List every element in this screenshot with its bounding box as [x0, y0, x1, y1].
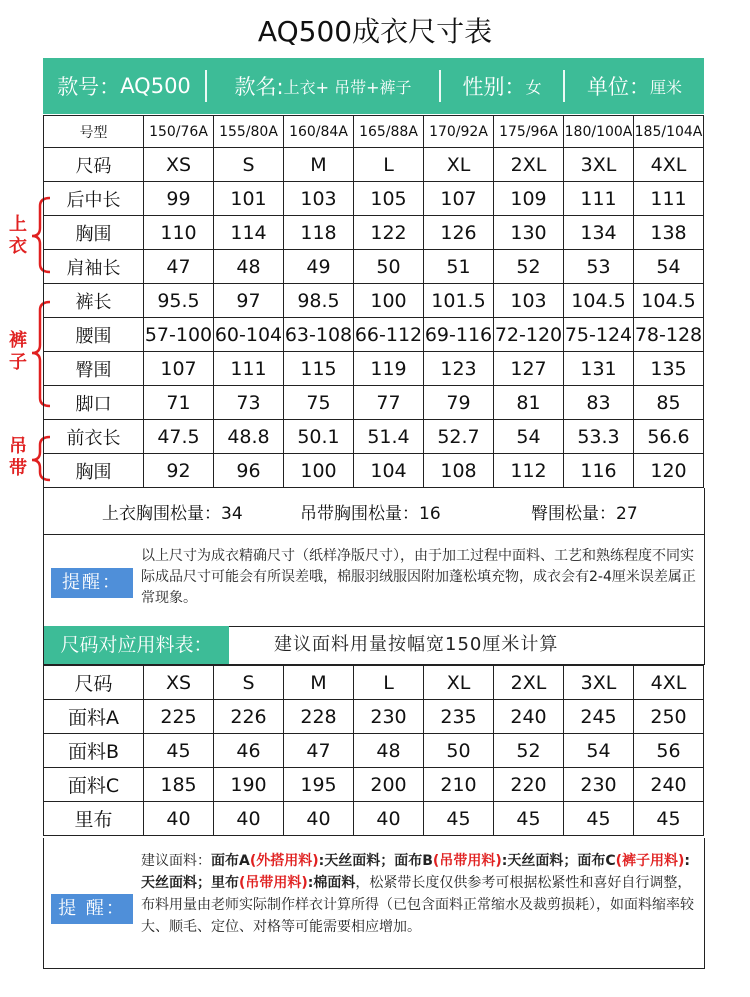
- unit-value: 厘米: [649, 77, 682, 97]
- table-row: [44, 284, 704, 318]
- table-cell: 3XL: [564, 148, 634, 182]
- table-cell: 45: [424, 802, 494, 836]
- text-part: ，松紧带长度仅供参考可根据松紧性和喜好自行调整，布料用量由老师实际制作样衣计算所得（已包含面料正常缩水及裁剪损耗），如面料缩率较大、顺毛、定位、对格等可能需要相应增加。: [141, 875, 694, 935]
- table-cell: 47.5: [144, 420, 214, 454]
- info-bar: [43, 58, 704, 114]
- text-part: :天丝面料；里布: [141, 853, 690, 891]
- table-cell: L: [354, 666, 424, 700]
- table-cell: 81: [494, 386, 564, 420]
- table-cell: 92: [144, 454, 214, 488]
- text-part: :棉面料: [307, 875, 356, 891]
- table-cell: 75: [284, 386, 354, 420]
- table-cell: L: [354, 148, 424, 182]
- style-name: [207, 71, 439, 101]
- table-cell: 77: [354, 386, 424, 420]
- row-label: 腰围: [44, 318, 144, 352]
- table-cell: 235: [424, 700, 494, 734]
- table-cell: 2XL: [494, 148, 564, 182]
- text-part: (吊带用料): [432, 853, 502, 869]
- table-cell: 45: [144, 734, 214, 768]
- table-cell: 85: [634, 386, 704, 420]
- table-cell: 54: [634, 250, 704, 284]
- row-label: 脚口: [44, 386, 144, 420]
- table-cell: 226: [214, 700, 284, 734]
- reminder-badge: 提醒：: [51, 568, 133, 598]
- table-cell: 185/104A: [634, 116, 704, 148]
- table-cell: 45: [564, 802, 634, 836]
- row-label: 号型: [44, 116, 144, 148]
- table-cell: 107: [144, 352, 214, 386]
- divider: [563, 70, 565, 102]
- group-label-top: 上衣: [9, 214, 27, 257]
- table-cell: 100: [354, 284, 424, 318]
- table-cell: 48: [214, 250, 284, 284]
- table-cell: 185: [144, 768, 214, 802]
- table-cell: 97: [214, 284, 284, 318]
- row-label: 后中长: [44, 182, 144, 216]
- divider: [205, 70, 207, 102]
- row-label: 裤长: [44, 284, 144, 318]
- table-cell: 40: [284, 802, 354, 836]
- table-cell: 107: [424, 182, 494, 216]
- gender-value: 女: [525, 77, 542, 97]
- style-name-label: 款名:: [234, 75, 284, 99]
- table-cell: S: [214, 148, 284, 182]
- table-cell: 155/80A: [214, 116, 284, 148]
- style-number-label: 款号：: [57, 75, 121, 99]
- table-cell: 79: [424, 386, 494, 420]
- table-cell: 51: [424, 250, 494, 284]
- table-cell: 104: [354, 454, 424, 488]
- material-reminder-text: [141, 850, 701, 938]
- table-cell: 46: [214, 734, 284, 768]
- material-table: [43, 665, 704, 836]
- table-row: [44, 666, 704, 700]
- table-cell: 111: [634, 182, 704, 216]
- text-part: (外搭用料): [249, 853, 319, 869]
- style-name-value: 上衣+ 吊带+裤子: [283, 77, 412, 97]
- table-cell: XS: [144, 148, 214, 182]
- table-cell: 170/92A: [424, 116, 494, 148]
- table-cell: 134: [564, 216, 634, 250]
- table-cell: XL: [424, 666, 494, 700]
- table-cell: 135: [634, 352, 704, 386]
- table-cell: 111: [214, 352, 284, 386]
- table-row: [44, 768, 704, 802]
- row-label: 里布: [44, 802, 144, 836]
- table-cell: 200: [354, 768, 424, 802]
- table-cell: 165/88A: [354, 116, 424, 148]
- table-cell: 180/100A: [564, 116, 634, 148]
- table-cell: 83: [564, 386, 634, 420]
- table-cell: 195: [284, 768, 354, 802]
- table-cell: 95.5: [144, 284, 214, 318]
- table-cell: 138: [634, 216, 704, 250]
- gender: [441, 71, 563, 101]
- table-cell: 52: [494, 250, 564, 284]
- table-cell: 210: [424, 768, 494, 802]
- table-cell: 104.5: [634, 284, 704, 318]
- row-label: 面料A: [44, 700, 144, 734]
- gender-label: 性别：: [462, 75, 526, 99]
- style-number: [43, 71, 205, 101]
- table-cell: 2XL: [494, 666, 564, 700]
- table-cell: 240: [634, 768, 704, 802]
- table-cell: 54: [564, 734, 634, 768]
- table-cell: 160/84A: [284, 116, 354, 148]
- table-cell: 245: [564, 700, 634, 734]
- table-cell: 230: [564, 768, 634, 802]
- table-cell: 47: [284, 734, 354, 768]
- row-label: 面料B: [44, 734, 144, 768]
- table-cell: 45: [494, 802, 564, 836]
- table-cell: 40: [144, 802, 214, 836]
- table-cell: 130: [494, 216, 564, 250]
- row-label: 胸围: [44, 216, 144, 250]
- style-number-value: AQ500: [120, 74, 191, 98]
- table-cell: 96: [214, 454, 284, 488]
- material-reminder-box: [43, 838, 705, 969]
- text-part: (吊带用料): [239, 875, 308, 891]
- table-cell: 120: [634, 454, 704, 488]
- table-cell: 126: [424, 216, 494, 250]
- table-cell: 50: [424, 734, 494, 768]
- table-cell: 225: [144, 700, 214, 734]
- row-label: 前衣长: [44, 420, 144, 454]
- row-label: 肩袖长: [44, 250, 144, 284]
- table-cell: 49: [284, 250, 354, 284]
- table-row: [44, 216, 704, 250]
- table-cell: 48.8: [214, 420, 284, 454]
- text-part: (裤子用料): [615, 853, 685, 869]
- text-part: :天丝面料；面布B: [318, 853, 433, 869]
- table-cell: M: [284, 148, 354, 182]
- table-row: [44, 250, 704, 284]
- table-row: [44, 700, 704, 734]
- table-cell: 50.1: [284, 420, 354, 454]
- table-cell: 103: [494, 284, 564, 318]
- table-row: [44, 386, 704, 420]
- table-cell: 52.7: [424, 420, 494, 454]
- text-part: 建议面料：: [141, 853, 211, 869]
- table-cell: 240: [494, 700, 564, 734]
- material-reminder-badge: 提 醒：: [51, 894, 133, 924]
- table-cell: 100: [284, 454, 354, 488]
- table-row: [44, 802, 704, 836]
- table-cell: 115: [284, 352, 354, 386]
- table-row: [44, 420, 704, 454]
- ease-row: [43, 488, 705, 535]
- table-cell: 71: [144, 386, 214, 420]
- row-label: 面料C: [44, 768, 144, 802]
- table-cell: 175/96A: [494, 116, 564, 148]
- group-label-pants: 裤子: [9, 330, 27, 373]
- table-cell: S: [214, 666, 284, 700]
- table-cell: 250: [634, 700, 704, 734]
- row-label: 尺码: [44, 666, 144, 700]
- table-cell: 53: [564, 250, 634, 284]
- table-cell: 48: [354, 734, 424, 768]
- table-cell: 104.5: [564, 284, 634, 318]
- size-chart-table: [43, 115, 704, 488]
- table-row: [44, 116, 704, 148]
- table-cell: 78-128: [634, 318, 704, 352]
- table-cell: 131: [564, 352, 634, 386]
- table-cell: 112: [494, 454, 564, 488]
- table-cell: 105: [354, 182, 424, 216]
- table-cell: 69-116: [424, 318, 494, 352]
- table-cell: 73: [214, 386, 284, 420]
- row-label: 胸围: [44, 454, 144, 488]
- ease-cami: 吊带胸围松量：16: [300, 503, 441, 524]
- table-cell: 127: [494, 352, 564, 386]
- row-label: 尺码: [44, 148, 144, 182]
- table-cell: 220: [494, 768, 564, 802]
- table-cell: 101: [214, 182, 284, 216]
- table-row: [44, 454, 704, 488]
- material-title: 尺码对应用料表：: [44, 626, 229, 664]
- table-cell: M: [284, 666, 354, 700]
- reminder-text: 以上尺寸为成衣精确尺寸（纸样净版尺寸），由于加工过程中面料、工艺和熟练程度不同实际成品尺寸可能会有所误差哦，棉服羽绒服因附加蓬松填充物，成衣会有2-4厘米误差属正常现象。: [141, 548, 696, 606]
- text-part: :天丝面料；面布C: [501, 853, 616, 869]
- table-row: [44, 148, 704, 182]
- table-cell: 123: [424, 352, 494, 386]
- ease-top: 上衣胸围松量：34: [102, 503, 243, 524]
- table-cell: 190: [214, 768, 284, 802]
- table-cell: 119: [354, 352, 424, 386]
- unit: [565, 71, 704, 101]
- table-cell: 3XL: [564, 666, 634, 700]
- table-cell: 53.3: [564, 420, 634, 454]
- table-cell: 40: [214, 802, 284, 836]
- row-label: 臀围: [44, 352, 144, 386]
- table-cell: 66-112: [354, 318, 424, 352]
- reminder-box: [43, 534, 705, 627]
- table-cell: XS: [144, 666, 214, 700]
- table-cell: 103: [284, 182, 354, 216]
- table-cell: 110: [144, 216, 214, 250]
- table-cell: 98.5: [284, 284, 354, 318]
- material-note: 建议面料用量按幅宽150厘米计算: [274, 634, 559, 655]
- table-cell: 114: [214, 216, 284, 250]
- table-cell: 4XL: [634, 148, 704, 182]
- material-header: [43, 626, 705, 665]
- table-cell: 57-100: [144, 318, 214, 352]
- text-part: 面布A: [211, 853, 250, 869]
- divider: [439, 70, 441, 102]
- table-cell: 40: [354, 802, 424, 836]
- table-cell: 56.6: [634, 420, 704, 454]
- group-label-cami: 吊带: [9, 436, 27, 479]
- table-row: [44, 734, 704, 768]
- table-cell: 109: [494, 182, 564, 216]
- table-cell: 56: [634, 734, 704, 768]
- ease-hip: 臀围松量：27: [531, 503, 638, 524]
- table-cell: 75-124: [564, 318, 634, 352]
- table-cell: 122: [354, 216, 424, 250]
- table-cell: 118: [284, 216, 354, 250]
- table-cell: 108: [424, 454, 494, 488]
- table-cell: 47: [144, 250, 214, 284]
- table-row: [44, 182, 704, 216]
- table-cell: 51.4: [354, 420, 424, 454]
- table-cell: 116: [564, 454, 634, 488]
- table-cell: 45: [634, 802, 704, 836]
- table-cell: 150/76A: [144, 116, 214, 148]
- page-title: AQ500成衣尺寸表: [257, 15, 493, 48]
- table-cell: 54: [494, 420, 564, 454]
- table-cell: 4XL: [634, 666, 704, 700]
- table-cell: 60-104: [214, 318, 284, 352]
- table-cell: 228: [284, 700, 354, 734]
- unit-label: 单位：: [586, 75, 650, 99]
- table-cell: 111: [564, 182, 634, 216]
- table-cell: 63-108: [284, 318, 354, 352]
- table-cell: 72-120: [494, 318, 564, 352]
- table-cell: 99: [144, 182, 214, 216]
- table-cell: XL: [424, 148, 494, 182]
- table-cell: 52: [494, 734, 564, 768]
- table-row: [44, 352, 704, 386]
- table-row: [44, 318, 704, 352]
- table-cell: 50: [354, 250, 424, 284]
- table-cell: 230: [354, 700, 424, 734]
- table-cell: 101.5: [424, 284, 494, 318]
